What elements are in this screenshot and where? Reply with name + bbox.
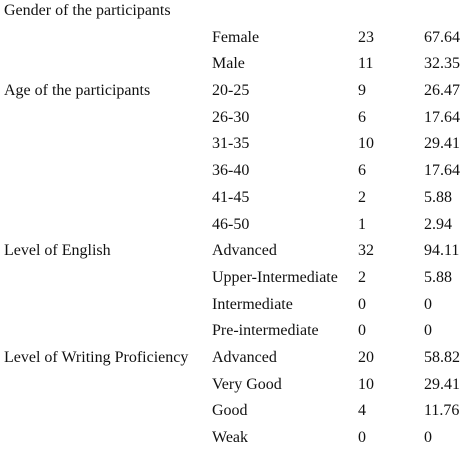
category-label: Upper-Intermediate <box>212 268 338 286</box>
category-label: Female <box>212 28 260 46</box>
frequency-value: 1 <box>358 215 366 233</box>
table-row <box>0 267 474 294</box>
frequency-value: 32 <box>358 242 374 260</box>
frequency-value: 0 <box>358 322 366 340</box>
frequency-value: 2 <box>358 188 366 206</box>
group-label: Level of Writing Proficiency <box>4 348 189 366</box>
frequency-value: 0 <box>358 295 366 313</box>
frequency-value: 9 <box>358 82 366 100</box>
percent-value: 17.64 <box>424 162 460 180</box>
percent-value: 5.88 <box>424 268 452 286</box>
table-row <box>0 27 474 54</box>
frequency-value: 6 <box>358 162 366 180</box>
table-row <box>0 160 474 187</box>
percent-value: 17.64 <box>424 108 460 126</box>
frequency-value: 11 <box>358 55 374 73</box>
percent-value: 5.88 <box>424 188 452 206</box>
category-label: Good <box>212 402 248 420</box>
category-label: 41-45 <box>212 188 250 206</box>
category-label: Advanced <box>212 242 277 260</box>
table-row <box>0 347 474 374</box>
frequency-value: 6 <box>358 108 366 126</box>
percent-value: 32.35 <box>424 55 460 73</box>
percent-value: 11.76 <box>424 402 460 420</box>
category-label: Very Good <box>212 375 282 393</box>
category-label: 31-35 <box>212 135 250 153</box>
percent-value: 58.82 <box>424 348 460 366</box>
category-label: Intermediate <box>212 295 293 313</box>
table-row <box>0 427 474 454</box>
percent-value: 0 <box>424 322 432 340</box>
frequency-value: 2 <box>358 268 366 286</box>
group-label: Gender of the participants <box>4 2 171 19</box>
percent-value: 67.64 <box>424 28 460 46</box>
group-label: Age of the participants <box>4 82 151 100</box>
frequency-value: 4 <box>358 402 366 420</box>
category-label: Advanced <box>212 348 277 366</box>
percent-value: 2.94 <box>424 215 452 233</box>
percent-value: 29.41 <box>424 135 460 153</box>
category-label: 20-25 <box>212 82 250 100</box>
table-row <box>0 374 474 401</box>
table-row <box>0 187 474 214</box>
table-row <box>0 240 474 267</box>
category-label: Weak <box>212 429 249 446</box>
frequency-value: 10 <box>358 375 374 393</box>
category-label: 46-50 <box>212 215 250 233</box>
category-label: Male <box>212 55 245 73</box>
table-row <box>0 320 474 347</box>
table-row <box>0 107 474 134</box>
frequency-value: 0 <box>358 429 366 446</box>
percent-value: 29.41 <box>424 375 460 393</box>
table-row <box>0 133 474 160</box>
table-row <box>0 53 474 80</box>
category-label: Pre-intermediate <box>212 322 319 340</box>
frequency-value: 10 <box>358 135 374 153</box>
frequency-value: 23 <box>358 28 374 46</box>
table-row <box>0 214 474 241</box>
table-row <box>0 80 474 107</box>
percent-value: 94.11 <box>424 242 460 260</box>
percent-value: 0 <box>424 429 432 446</box>
percent-value: 26.47 <box>424 82 460 100</box>
table-row <box>0 400 474 427</box>
group-label: Level of English <box>4 242 111 260</box>
table-row <box>0 0 474 27</box>
table-row <box>0 294 474 321</box>
percent-value: 0 <box>424 295 432 313</box>
frequency-value: 20 <box>358 348 374 366</box>
category-label: 36-40 <box>212 162 250 180</box>
category-label: 26-30 <box>212 108 250 126</box>
